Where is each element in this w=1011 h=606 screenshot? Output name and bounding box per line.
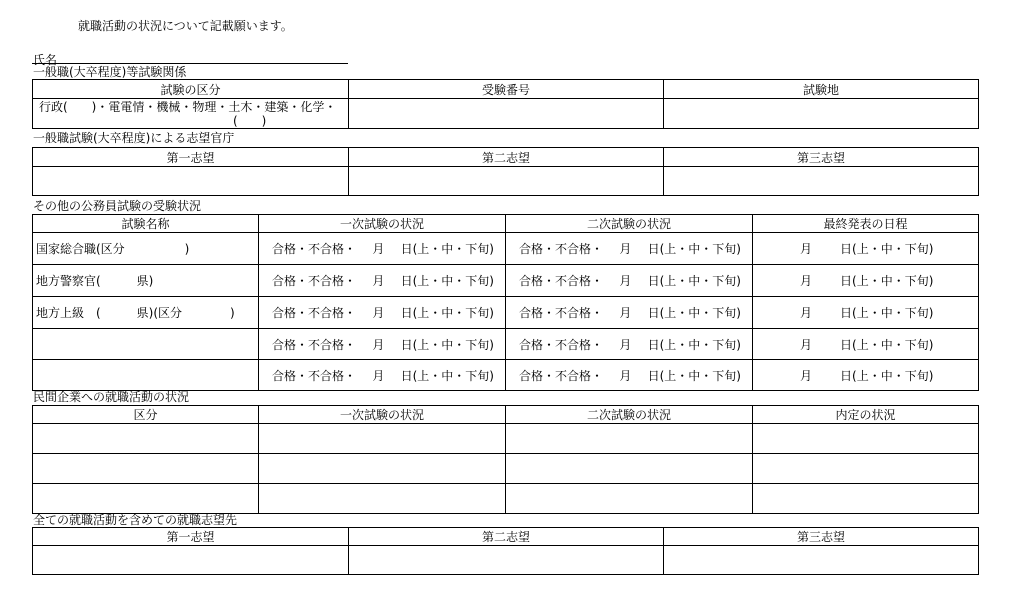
col-header-first-choice: 第一志望	[33, 528, 349, 546]
exam-info-table	[32, 79, 979, 129]
exam-kubun-cell[interactable]	[33, 99, 349, 129]
col-header-offer-status: 内定の状況	[753, 406, 979, 424]
col-header-second-stage: 二次試験の状況	[506, 406, 753, 424]
first-stage-cell[interactable]: 合格・不合格・ 月 日(上・中・下旬)	[259, 329, 506, 360]
col-header-exam-name: 試験名称	[33, 215, 259, 233]
ministry-preference-table	[32, 147, 979, 196]
col-header-third-choice: 第三志望	[664, 528, 979, 546]
name-label: 氏名	[33, 53, 58, 67]
final-date-cell[interactable]: 月 日(上・中・下旬)	[753, 265, 979, 297]
section-2-title: 一般職試験(大卒程度)による志望官庁	[33, 131, 235, 145]
second-stage-input[interactable]	[506, 484, 753, 514]
category-input[interactable]	[33, 484, 259, 514]
col-header-first-stage: 一次試験の状況	[259, 406, 506, 424]
exam-name-cell[interactable]: 国家総合職(区分 )	[33, 233, 259, 265]
second-choice-input[interactable]	[349, 546, 664, 575]
table-row	[33, 265, 979, 297]
final-date-cell[interactable]: 月 日(上・中・下旬)	[753, 297, 979, 329]
second-choice-input[interactable]	[349, 167, 664, 196]
col-header-final-date: 最終発表の日程	[753, 215, 979, 233]
private-sector-table	[32, 405, 979, 514]
overall-preference-table	[32, 527, 979, 575]
second-stage-cell[interactable]: 合格・不合格・ 月 日(上・中・下旬)	[506, 297, 753, 329]
table-row	[33, 360, 979, 391]
col-header-second-choice: 第二志望	[349, 148, 664, 167]
first-stage-cell[interactable]: 合格・不合格・ 月 日(上・中・下旬)	[259, 360, 506, 391]
first-stage-cell[interactable]: 合格・不合格・ 月 日(上・中・下旬)	[259, 233, 506, 265]
exam-name-cell[interactable]: 地方上級 ( 県)(区分 )	[33, 297, 259, 329]
second-stage-input[interactable]	[506, 424, 753, 454]
table-row	[33, 329, 979, 360]
first-choice-input[interactable]	[33, 546, 349, 575]
exam-name-cell[interactable]	[33, 329, 259, 360]
exam-kubun-line1: 行政( )・電電情・機械・物理・土木・建築・化学・	[39, 99, 337, 114]
second-stage-input[interactable]	[506, 454, 753, 484]
exam-number-input[interactable]	[349, 99, 664, 129]
col-header-kubun: 試験の区分	[33, 80, 349, 99]
col-header-second-choice: 第二志望	[349, 528, 664, 546]
col-header-category: 区分	[33, 406, 259, 424]
table-row	[33, 233, 979, 265]
section-3-title: その他の公務員試験の受験状況	[33, 199, 202, 213]
exam-kubun-line2: ( )	[233, 113, 267, 128]
section-5-title: 全ての就職活動を含めての就職志望先	[33, 513, 238, 527]
offer-status-input[interactable]	[753, 454, 979, 484]
first-stage-input[interactable]	[259, 484, 506, 514]
first-stage-input[interactable]	[259, 454, 506, 484]
col-header-first-stage: 一次試験の状況	[259, 215, 506, 233]
col-header-exam-number: 受験番号	[349, 80, 664, 99]
third-choice-input[interactable]	[664, 546, 979, 575]
second-stage-cell[interactable]: 合格・不合格・ 月 日(上・中・下旬)	[506, 265, 753, 297]
second-stage-cell[interactable]: 合格・不合格・ 月 日(上・中・下旬)	[506, 329, 753, 360]
section-1-title: 一般職(大卒程度)等試験関係	[33, 65, 187, 79]
final-date-cell[interactable]: 月 日(上・中・下旬)	[753, 329, 979, 360]
offer-status-input[interactable]	[753, 424, 979, 454]
third-choice-input[interactable]	[664, 167, 979, 196]
final-date-cell[interactable]: 月 日(上・中・下旬)	[753, 233, 979, 265]
first-stage-input[interactable]	[259, 424, 506, 454]
col-header-second-stage: 二次試験の状況	[506, 215, 753, 233]
col-header-third-choice: 第三志望	[664, 148, 979, 167]
name-field[interactable]	[32, 63, 348, 64]
first-stage-cell[interactable]: 合格・不合格・ 月 日(上・中・下旬)	[259, 265, 506, 297]
final-date-cell[interactable]: 月 日(上・中・下旬)	[753, 360, 979, 391]
exam-location-input[interactable]	[664, 99, 979, 129]
section-4-title: 民間企業への就職活動の状況	[33, 390, 190, 404]
table-row	[33, 424, 979, 454]
col-header-exam-location: 試験地	[664, 80, 979, 99]
table-row	[33, 454, 979, 484]
exam-name-cell[interactable]	[33, 360, 259, 391]
col-header-first-choice: 第一志望	[33, 148, 349, 167]
category-input[interactable]	[33, 454, 259, 484]
table-row	[33, 484, 979, 514]
exam-name-cell[interactable]: 地方警察官( 県)	[33, 265, 259, 297]
first-choice-input[interactable]	[33, 167, 349, 196]
first-stage-cell[interactable]: 合格・不合格・ 月 日(上・中・下旬)	[259, 297, 506, 329]
offer-status-input[interactable]	[753, 484, 979, 514]
category-input[interactable]	[33, 424, 259, 454]
other-exams-table	[32, 214, 979, 391]
table-row	[33, 297, 979, 329]
second-stage-cell[interactable]: 合格・不合格・ 月 日(上・中・下旬)	[506, 360, 753, 391]
second-stage-cell[interactable]: 合格・不合格・ 月 日(上・中・下旬)	[506, 233, 753, 265]
header-note: 就職活動の状況について記載願います。	[78, 19, 293, 33]
